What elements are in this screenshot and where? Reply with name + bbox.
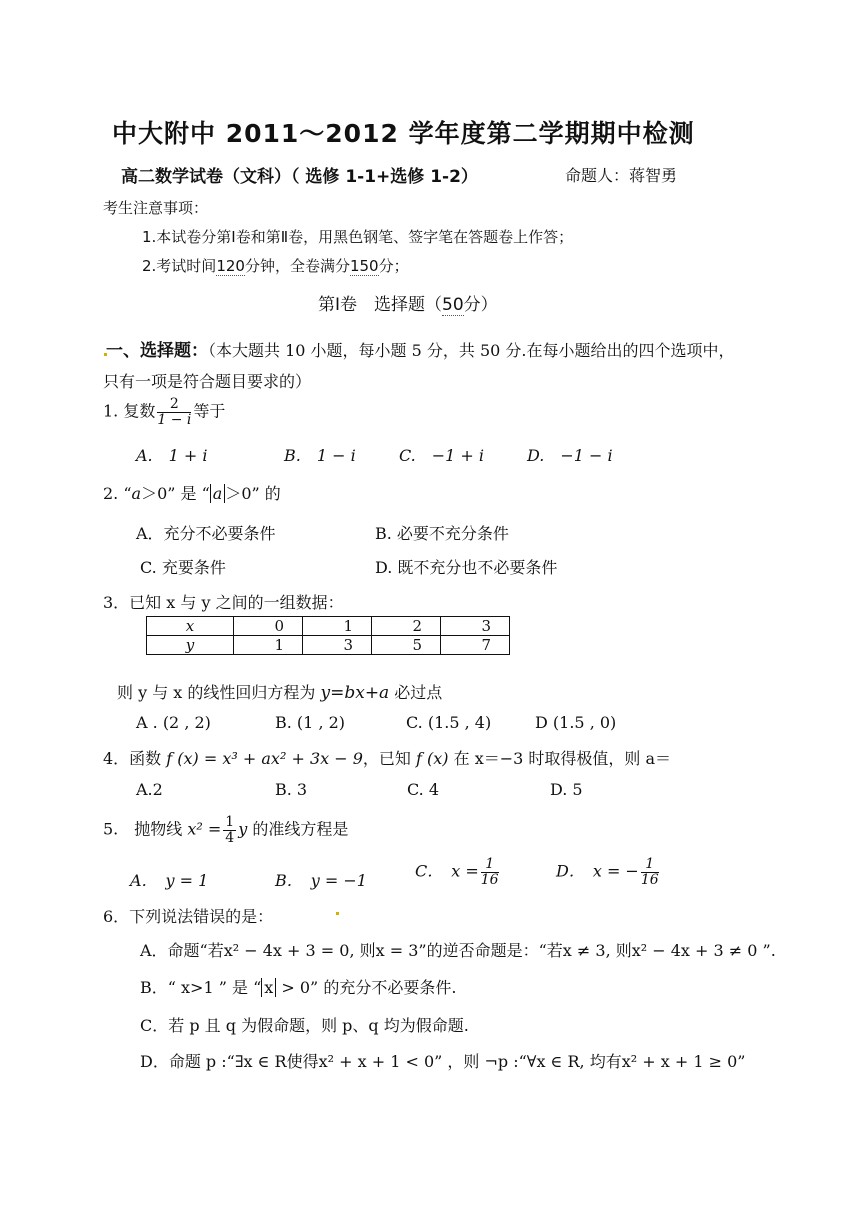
exam-time: 120 bbox=[216, 257, 245, 275]
q1-option-d: D. −1 − i bbox=[527, 446, 613, 465]
q4-option-a: A.2 bbox=[136, 780, 163, 799]
exam-subtitle: 高二数学试卷（文科）（ 选修 1-1+选修 1-2） bbox=[121, 167, 478, 187]
exam-total-score: 150 bbox=[349, 257, 379, 275]
q3-option-c: C. (1.5 , 4) bbox=[406, 713, 492, 732]
q3-data-table bbox=[146, 616, 510, 655]
table-cell: 0 bbox=[234, 617, 303, 636]
q5-option-d: D． x = − $\frac{1}{16}$ bbox=[556, 856, 659, 888]
q2-option-c: C. 充要条件 bbox=[140, 558, 226, 577]
q5-option-b: B． y = −1 bbox=[275, 871, 367, 890]
q6-option-c: C．若 p 且 q 为假命题，则 p、q 均为假命题. bbox=[140, 1016, 469, 1035]
notes-heading: 考生注意事项： bbox=[103, 199, 209, 217]
part1-title: 第Ⅰ卷 选择题（50分） bbox=[318, 295, 498, 315]
q3-option-b: B. (1 , 2) bbox=[275, 713, 346, 732]
page-title: 中大附中 2011～2012 学年度第二学期期中检测 bbox=[112, 119, 695, 148]
q6-option-d: D．命题 p :“∃x ∈ R使得x² + x + 1 < 0” ，则 ¬p :“∀x ∈ R, 均有x² + x + 1 ≥ 0” bbox=[140, 1052, 746, 1071]
table-cell: 7 bbox=[441, 636, 510, 655]
q4-option-c: C. 4 bbox=[407, 780, 440, 799]
question-5: 5. 抛物线 x² = $\frac{1}{4}$ y 的准线方程是 bbox=[103, 814, 349, 846]
table-cell: 1 bbox=[303, 617, 372, 636]
q6-option-a: A．命题“若x² − 4x + 3 = 0, 则x = 3”的逆否命题是：“若x ≠ 3, 则x² − 4x + 3 ≠ 0 ”. bbox=[140, 941, 776, 960]
question-6: 6．下列说法错误的是： bbox=[103, 907, 274, 926]
q3-line: 则 y 与 x 的线性回归方程为 y=bx+a 必过点 bbox=[117, 683, 443, 703]
question-2: 2. “a＞0” 是 “ a ＞0” 的 bbox=[103, 484, 281, 503]
q5-option-a: A． y = 1 bbox=[130, 871, 209, 890]
question-3: 3．已知 x 与 y 之间的一组数据： bbox=[103, 593, 344, 612]
q1-option-b: B. 1 − i bbox=[284, 446, 356, 465]
q2-option-b: B. 必要不充分条件 bbox=[375, 524, 509, 543]
table-cell: 3 bbox=[303, 636, 372, 655]
table-cell: 3 bbox=[441, 617, 510, 636]
q3-option-d: D (1.5 , 0) bbox=[535, 713, 617, 732]
question-4: 4．函数 f (x) = x³ + ax² + 3x − 9，已知 f (x) 在 x＝−3 时取得极值，则 a＝ bbox=[103, 749, 672, 768]
q5-option-c: C． x = $\frac{1}{16}$ bbox=[415, 856, 499, 888]
question-1: 1. 复数 $\frac{2}{1 - i}$ 等于 bbox=[103, 396, 226, 428]
q6-option-b: B．“ x>1 ” 是 “ x > 0” 的充分不必要条件. bbox=[140, 978, 457, 997]
section1-desc-2: 只有一项是符合题目要求的） bbox=[103, 372, 312, 391]
table-row bbox=[147, 636, 510, 655]
section1-header: 一、选择题：（本大题共 10 小题，每小题 5 分，共 50 分.在每小题给出的四个选项中， bbox=[106, 341, 735, 361]
q2-option-d: D. 既不充分也不必要条件 bbox=[375, 558, 558, 577]
q1-fraction: $\frac{2}{1 - i}$ bbox=[157, 396, 192, 428]
mark-dot bbox=[336, 912, 339, 915]
q1-option-a: A. 1 + i bbox=[136, 446, 208, 465]
q3-option-a: A . (2 , 2) bbox=[136, 713, 211, 732]
table-row bbox=[147, 617, 510, 636]
notes-item-2: 2.考试时间120分钟，全卷满分150分； bbox=[142, 257, 409, 275]
table-cell: x bbox=[147, 617, 234, 636]
exam-author: 命题人：蒋智勇 bbox=[565, 166, 678, 185]
q1-option-c: C. −1 + i bbox=[399, 446, 485, 465]
q5-fraction: $\frac{1}{4}$ bbox=[225, 814, 235, 846]
q4-option-b: B. 3 bbox=[275, 780, 308, 799]
table-cell: 5 bbox=[372, 636, 441, 655]
q2-option-a: A．充分不必要条件 bbox=[136, 524, 276, 543]
table-cell: 1 bbox=[234, 636, 303, 655]
q4-option-d: D. 5 bbox=[550, 780, 583, 799]
notes-item-1: 1.本试卷分第Ⅰ卷和第Ⅱ卷，用黑色钢笔、签字笔在答题卷上作答； bbox=[142, 228, 574, 246]
table-cell: y bbox=[147, 636, 234, 655]
table-cell: 2 bbox=[372, 617, 441, 636]
